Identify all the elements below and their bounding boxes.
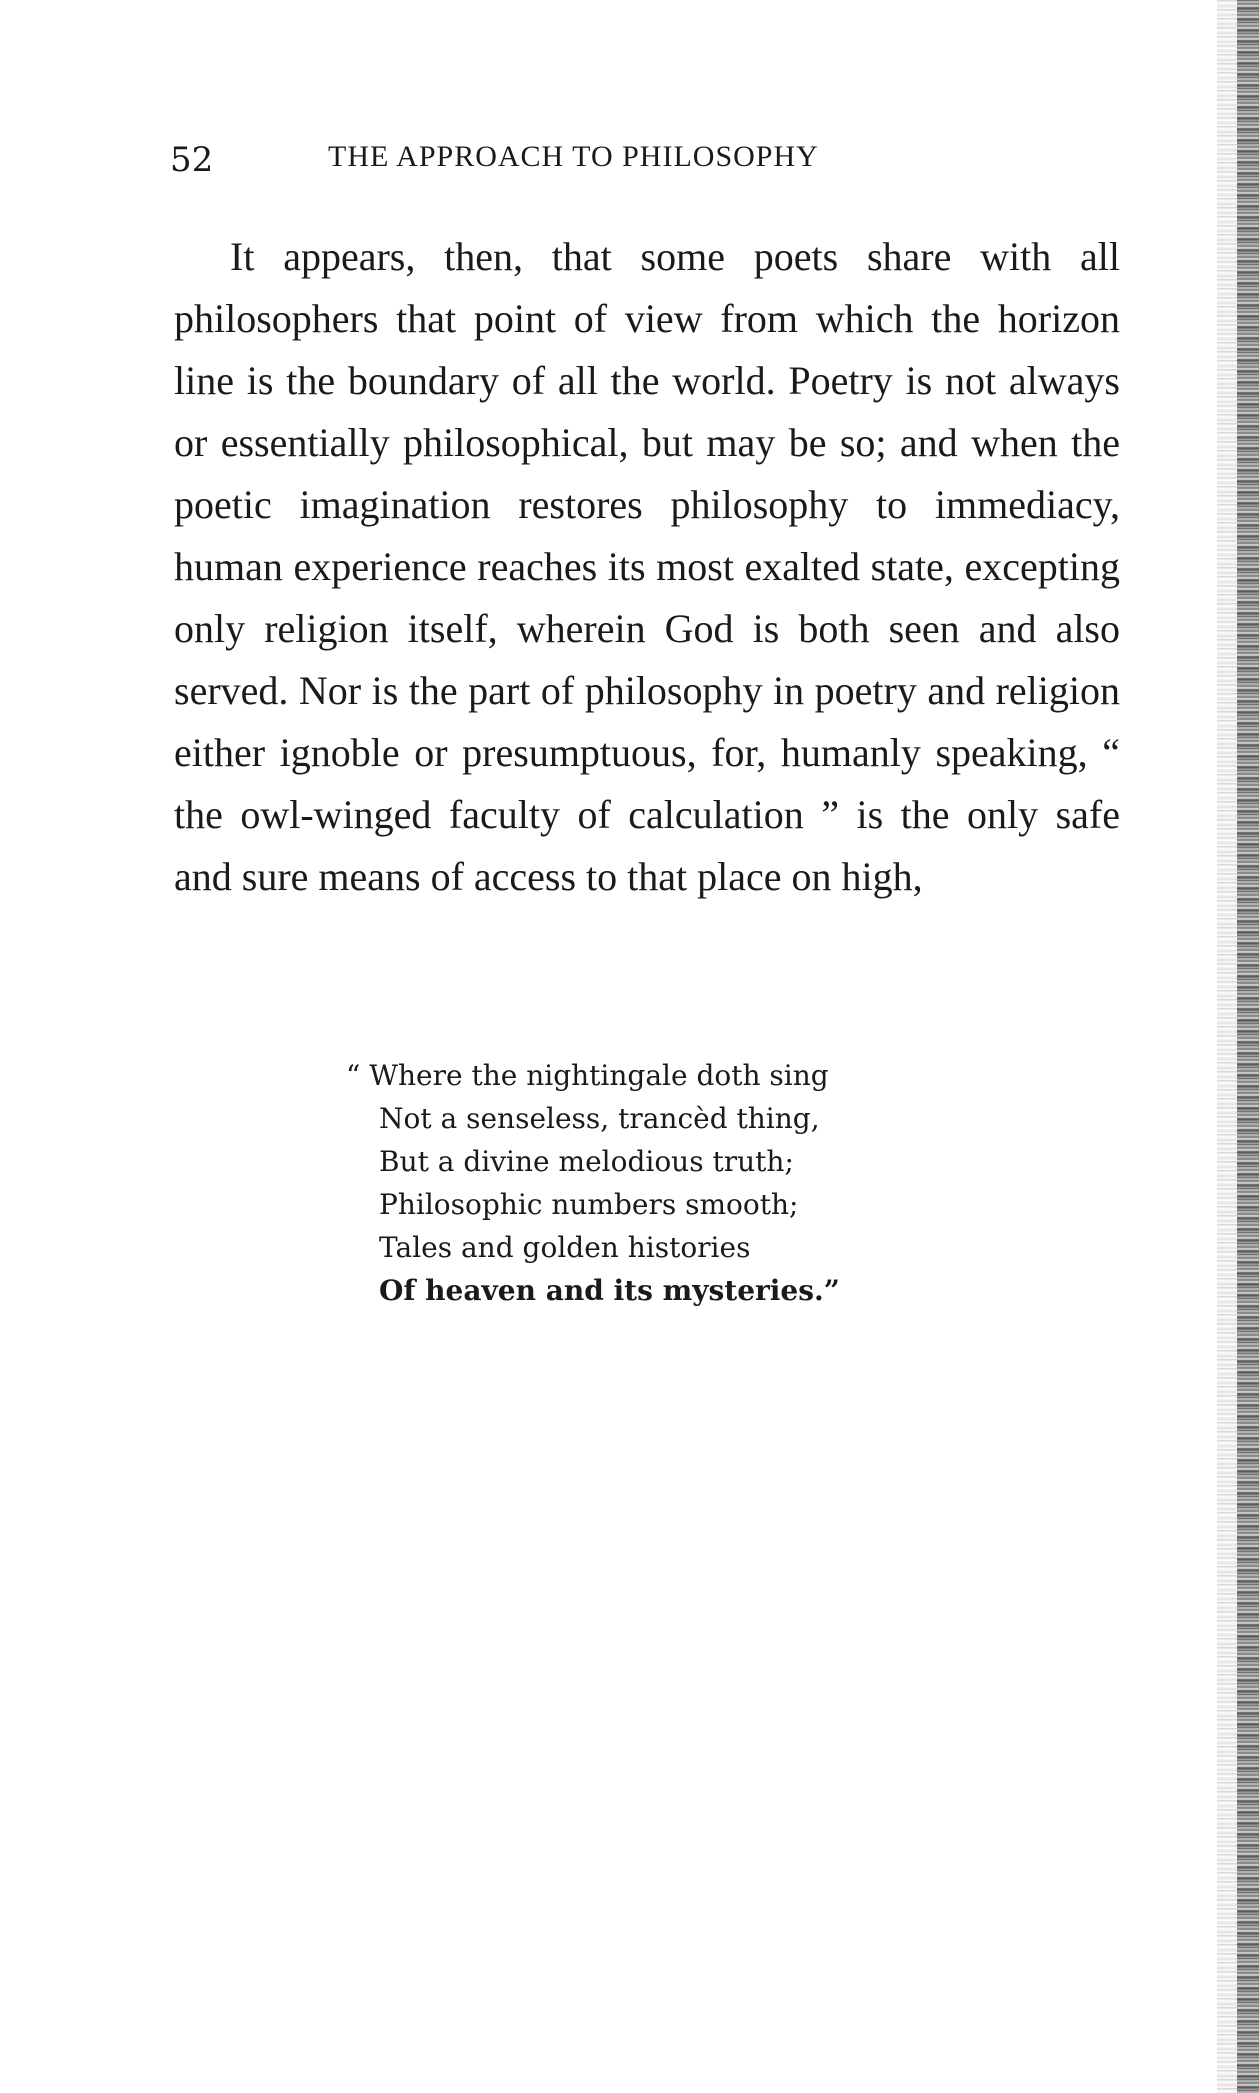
verse-quotation: [346, 1054, 946, 1312]
verse-line: Tales and golden histories: [379, 1231, 751, 1264]
verse-line: “ Where the nightingale doth sing: [346, 1059, 829, 1092]
page-edge-texture: [1217, 0, 1237, 2093]
running-title: THE APPROACH TO PHILOSOPHY: [328, 140, 819, 173]
running-head: [170, 140, 1120, 190]
verse-line: Philosophic numbers smooth;: [379, 1188, 799, 1221]
body-paragraph: It appears, then, that some poets share with all philosophers that point of view from which the horizon line is the boundary of all the world. Poetry is not always or essentially philosophical, but may be so; and when the poetic imagination restores philosophy to immediacy, human experience reaches its most exalted state, excepting only religion itself, wherein God is both seen and also served. Nor is the part of philosophy in poetry and religion either ignoble or presumptuous, for, humanly speaking, “ the owl-winged faculty of calculation ” is the only safe and sure means of access to that place on high,: [174, 234, 1120, 899]
page-number: 52: [170, 140, 214, 180]
body-text: [174, 226, 1120, 908]
verse-line: Not a senseless, trancèd thing,: [379, 1102, 820, 1135]
page-edge-shadow: [1237, 0, 1259, 2093]
verse-line: But a divine melodious truth;: [379, 1145, 794, 1178]
verse-line: Of heaven and its mysteries.”: [379, 1274, 840, 1307]
